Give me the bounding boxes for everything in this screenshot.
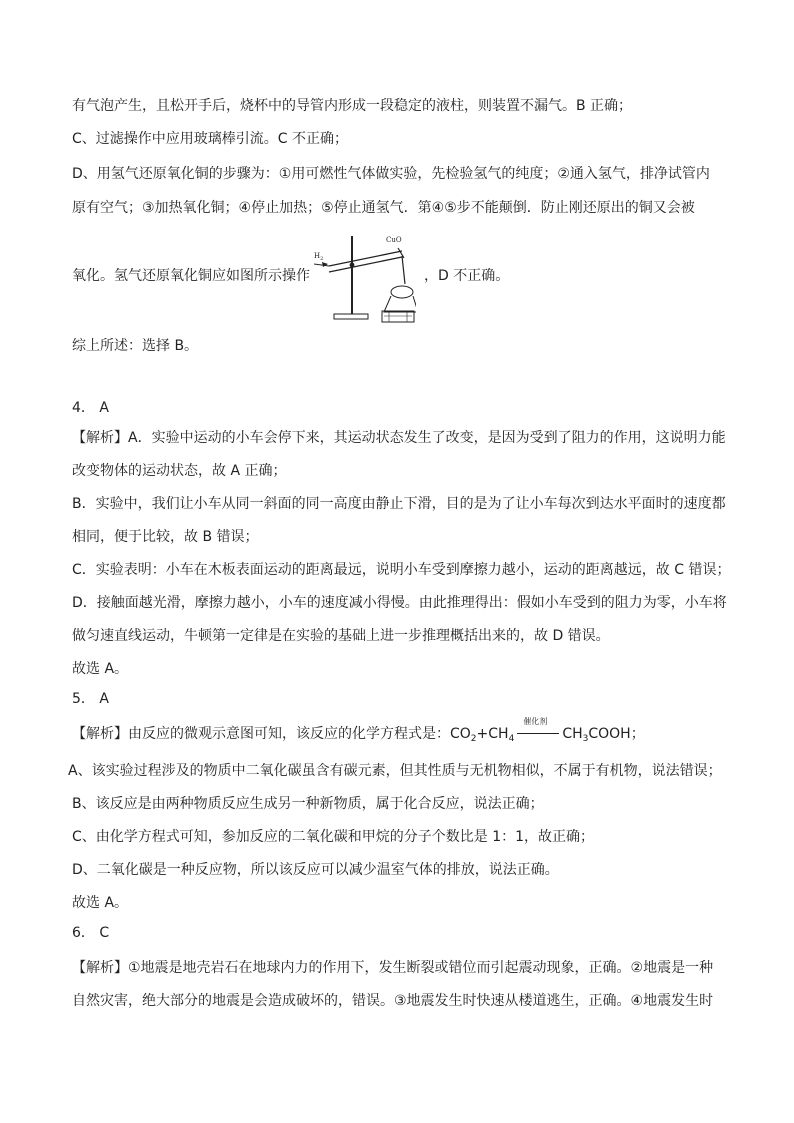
cuo-label: CuO [386,236,402,244]
text-line: 故选 A。 [72,661,129,677]
text-line: 改变物体的运动状态，故 A 正确； [72,463,287,479]
question-number: 5． A [72,691,109,707]
text-line: 原有空气；③加热氧化铜；④停止加热；⑤停止通氢气．第④⑤步不能颠倒．防止刚还原出的铜又会被 [72,200,695,216]
text-line: 【解析】A．实验中运动的小车会停下来，其运动状态发生了改变，是因为受到了阻力的作用，这说明力能 [72,430,726,446]
text-line: D、用氢气还原氧化铜的步骤为：①用可燃性气体做实验，先检验氢气的纯度；②通入氢气，排净试管内 [72,166,710,182]
text-line: C、由化学方程式可知，参加反应的二氧化碳和甲烷的分子个数比是 1：1，故正确； [72,829,595,845]
question-number: 4． A [72,400,109,416]
text-line: B．实验中，我们让小车从同一斜面的同一高度由静止下滑，目的是为了让小车每次到达水平面时的速度都 [72,496,726,512]
text-line: 综上所述：选择 B。 [72,338,199,354]
text-line: 【解析】①地震是地壳岩石在地球内力的作用下，发生断裂或错位而引起震动现象，正确。②地震是一种 [72,960,714,976]
text-line: 有气泡产生，且松开手后，烧杯中的导管内形成一段稳定的液柱，则装置不漏气。B 正确； [72,98,633,114]
text-line: A、该实验过程涉及的物质中二氧化碳虽含有碳元素，但其性质与无机物相似，不属于有机物，说法错误； [68,763,722,779]
text-line: D．接触面越光滑，摩擦力越小，小车的速度减小得慢。由此推理得出：假如小车受到的阻力为零，小车将 [72,595,727,611]
text-line: 做匀速直线运动，牛顿第一定律是在实验的基础上进一步推理概括出来的，故 D 错误。 [72,628,610,644]
h2-label: $H_2$ [314,252,324,262]
text-line: 【解析】由反应的微观示意图可知，该反应的化学方程式是：$CO_2+CH_4$ 催化剂 $CH_3COOH$； [72,717,645,744]
catalyst-arrow: 催化剂 [517,724,559,744]
text-line: 自然灾害，绝大部分的地震是会造成破坏的，错误。③地震发生时快速从楼道逃生，正确。④地震发生时 [72,993,714,1009]
question-number: 6． C [72,925,110,941]
text-line: D、二氧化碳是一种反应物，所以该反应可以减少温室气体的排放，说法正确。 [72,862,559,878]
text-line: 氧化。氢气还原氧化铜应如图所示操作 [72,268,310,284]
figure-line [72,234,732,326]
text-line: C、过滤操作中应用玻璃棒引流。C 不正确； [72,131,348,147]
text-line: C．实验表明：小车在木板表面运动的距离最远，说明小车受到摩擦力越小，运动的距离越远，故 C 错误； [72,562,731,578]
text-line: B、该反应是由两种物质反应生成另一种新物质，属于化合反应，说法正确； [72,796,544,812]
text-line: 相同，便于比较，故 B 错误； [72,529,259,545]
chemical-equation: $CO_2+CH_4$ 催化剂 $CH_3COOH$ [450,717,631,744]
hydrogen-reduction-apparatus-figure [314,234,416,326]
text-line: 故选 A。 [72,895,129,911]
text-line: ，D 不正确。 [424,268,510,284]
